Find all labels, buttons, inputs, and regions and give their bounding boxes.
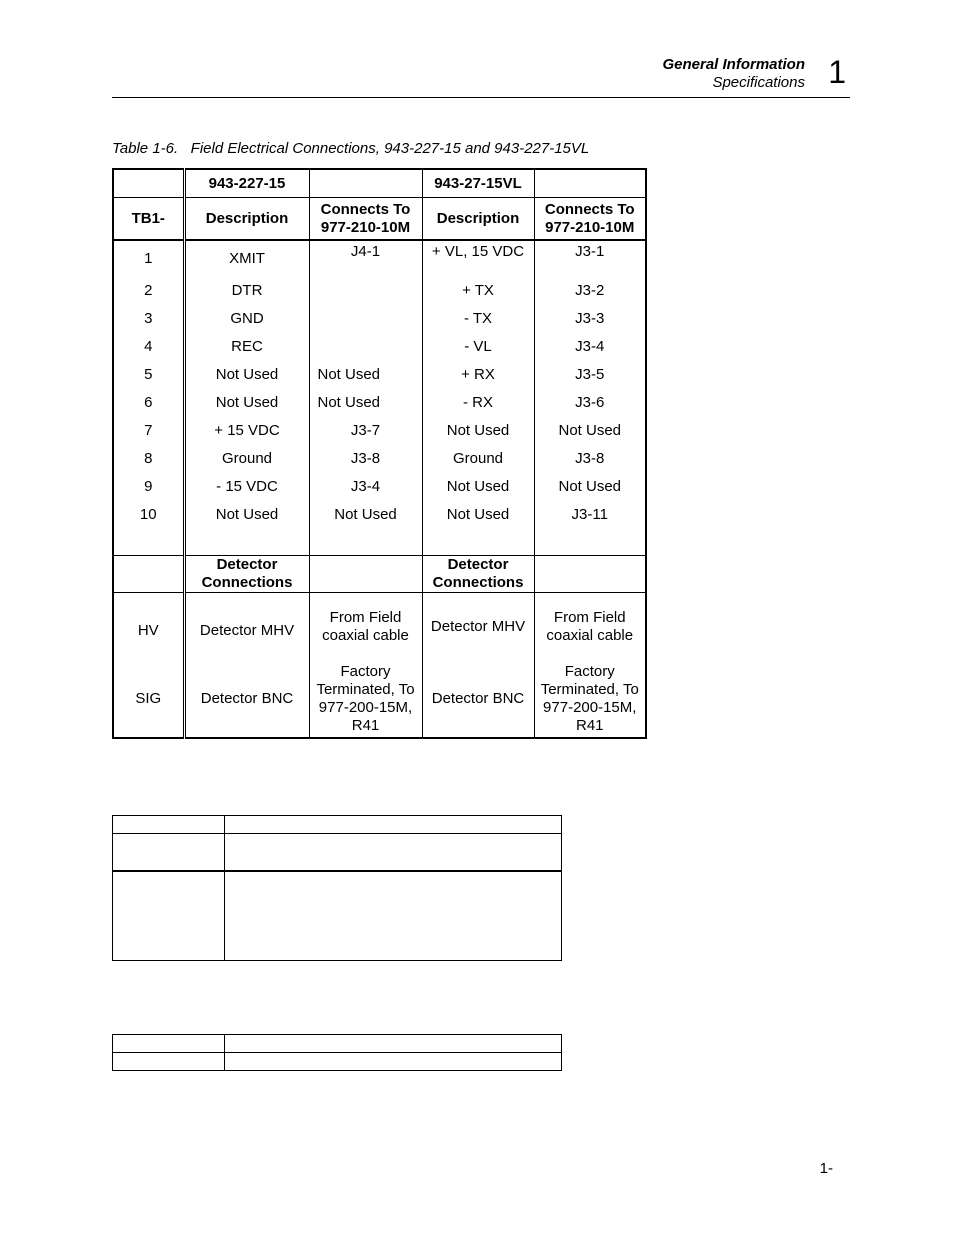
empty-cell: [224, 1053, 561, 1071]
description-cell: Ground: [184, 445, 309, 473]
table-row: [113, 445, 646, 473]
empty-cell: [113, 1053, 225, 1071]
column-header-tb1: TB1-: [113, 198, 184, 241]
description-cell: GND: [184, 305, 309, 333]
header-text: [662, 56, 805, 92]
detector-row-hv: [113, 593, 646, 662]
section-title: General Information: [662, 56, 805, 73]
connects-to-cell: Not Used: [534, 417, 646, 445]
terminal-cell: 4: [113, 333, 184, 361]
column-header-description: Description: [184, 198, 309, 241]
description-cell: Not Used: [422, 501, 534, 529]
page-header: [112, 55, 850, 98]
header-cell: [534, 169, 646, 198]
column-header-description: Description: [422, 198, 534, 241]
connections-table: [112, 168, 647, 739]
description-cell: - TX: [422, 305, 534, 333]
connects-to-cell: [309, 277, 422, 305]
empty-cell: [113, 816, 225, 834]
detector-connections-header: Detector Connections: [184, 556, 309, 593]
terminal-cell: SIG: [113, 661, 184, 738]
table-row: [113, 277, 646, 305]
connects-to-cell: Factory Terminated, To 977-200-15M, R41: [309, 661, 422, 738]
terminal-cell: 3: [113, 305, 184, 333]
empty-cell: [224, 1035, 561, 1053]
table-row: [113, 240, 646, 277]
detector-connections-header: Detector Connections: [422, 556, 534, 593]
connects-to-cell: J3-2: [534, 277, 646, 305]
description-cell: Not Used: [184, 389, 309, 417]
header-cell: [309, 169, 422, 198]
connects-to-cell: J3-7: [309, 417, 422, 445]
table-row: [113, 361, 646, 389]
table-row: [113, 473, 646, 501]
terminal-cell: 1: [113, 240, 184, 277]
table-row: [113, 389, 646, 417]
terminal-cell: 7: [113, 417, 184, 445]
empty-cell: [224, 816, 561, 834]
empty-cell: [113, 1035, 225, 1053]
connects-to-cell: Not Used: [309, 361, 422, 389]
detector-row-sig: [113, 661, 646, 738]
connects-to-cell: J3-4: [309, 473, 422, 501]
connects-to-cell: Factory Terminated, To 977-200-15M, R41: [534, 661, 646, 738]
terminal-cell: 10: [113, 501, 184, 529]
description-cell: Detector MHV: [422, 593, 534, 662]
empty-table-2: [112, 1034, 562, 1071]
terminal-cell: 5: [113, 361, 184, 389]
detector-header-row: [113, 556, 646, 593]
description-cell: + 15 VDC: [184, 417, 309, 445]
table-row: [113, 333, 646, 361]
connects-to-cell: J3-3: [534, 305, 646, 333]
connects-to-cell: J4-1: [309, 240, 422, 277]
connects-to-cell: From Field coaxial cable: [534, 593, 646, 662]
connects-to-cell: J3-1: [534, 240, 646, 277]
terminal-cell: 8: [113, 445, 184, 473]
empty-cell: [113, 834, 225, 871]
empty-cell: [224, 871, 561, 961]
column-header-connects-to: Connects To 977-210-10M: [309, 198, 422, 241]
connects-to-cell: From Field coaxial cable: [309, 593, 422, 662]
empty-table-1: [112, 815, 562, 961]
connects-to-cell: [309, 333, 422, 361]
connects-to-cell: J3-11: [534, 501, 646, 529]
description-cell: - RX: [422, 389, 534, 417]
model-header-row: [113, 169, 646, 198]
empty-cell: [224, 834, 561, 871]
connects-to-cell: J3-8: [309, 445, 422, 473]
description-cell: Ground: [422, 445, 534, 473]
connects-to-cell: [309, 305, 422, 333]
description-cell: + TX: [422, 277, 534, 305]
terminal-cell: 6: [113, 389, 184, 417]
table-caption: Table 1-6. Field Electrical Connections, 943-227-15 and 943-227-15VL: [112, 140, 590, 157]
section-subtitle: Specifications: [712, 74, 805, 91]
terminal-cell: 9: [113, 473, 184, 501]
description-cell: Detector BNC: [422, 661, 534, 738]
header-cell: [534, 556, 646, 593]
connects-to-cell: J3-4: [534, 333, 646, 361]
header-cell: [113, 556, 184, 593]
connects-to-cell: Not Used: [309, 389, 422, 417]
model-header: 943-227-15: [184, 169, 309, 198]
description-cell: Not Used: [184, 501, 309, 529]
connects-to-cell: Not Used: [309, 501, 422, 529]
table-row: [113, 501, 646, 529]
column-header-row: [113, 198, 646, 241]
description-cell: Not Used: [184, 361, 309, 389]
table-row: [113, 417, 646, 445]
chapter-number: 1: [828, 54, 846, 90]
connects-to-cell: Not Used: [534, 473, 646, 501]
page-number: 1-: [819, 1160, 833, 1177]
description-cell: - VL: [422, 333, 534, 361]
connects-to-cell: J3-8: [534, 445, 646, 473]
model-header: 943-27-15VL: [422, 169, 534, 198]
description-cell: + VL, 15 VDC: [422, 240, 534, 277]
description-cell: XMIT: [184, 240, 309, 277]
description-cell: Detector BNC: [184, 661, 309, 738]
connects-to-cell: J3-5: [534, 361, 646, 389]
connects-to-cell: J3-6: [534, 389, 646, 417]
description-cell: + RX: [422, 361, 534, 389]
description-cell: DTR: [184, 277, 309, 305]
description-cell: Detector MHV: [184, 593, 309, 662]
header-cell: [113, 169, 184, 198]
terminal-cell: 2: [113, 277, 184, 305]
description-cell: Not Used: [422, 417, 534, 445]
header-cell: [309, 556, 422, 593]
column-header-connects-to: Connects To 977-210-10M: [534, 198, 646, 241]
empty-cell: [113, 871, 225, 961]
description-cell: - 15 VDC: [184, 473, 309, 501]
table-row: [113, 305, 646, 333]
terminal-cell: HV: [113, 593, 184, 662]
spacer-row: [113, 529, 646, 556]
description-cell: REC: [184, 333, 309, 361]
description-cell: Not Used: [422, 473, 534, 501]
